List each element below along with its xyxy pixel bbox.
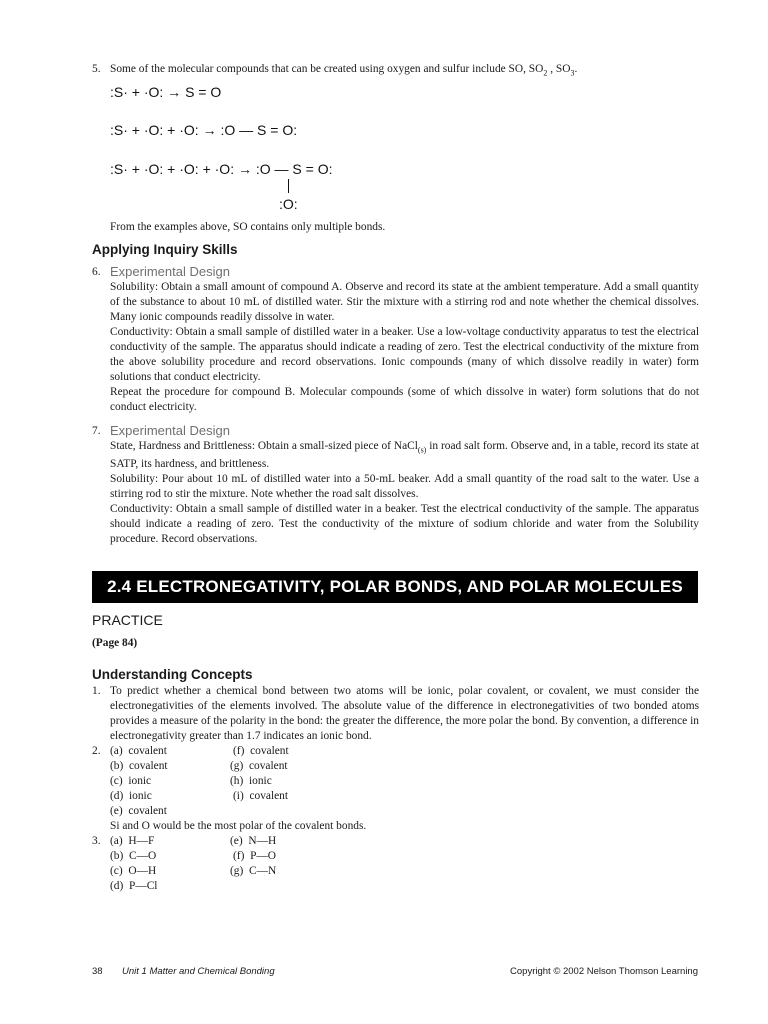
q2-note: Si and O would be the most polar of the covalent bonds.	[110, 820, 367, 832]
q3-answer-c: (c) O—H	[110, 865, 157, 877]
item-5-text	[110, 63, 577, 77]
item-7-block	[110, 423, 699, 547]
q1-number: 1.	[92, 685, 101, 697]
q1-text: To predict whether a chemical bond between two atoms will be ionic, polar covalent, or covalent, we must consider the electronegativities of the elements involved. The absolute value of the difference in electronegativities of two bonded atoms provides a measure of the polarity in the bond: the greater the difference, the more polar the bond. By convention, a difference in electronegativity greater than 1.7 indicates an ionic bond.	[110, 685, 699, 742]
item-7-number: 7.	[92, 425, 101, 437]
item-6-block	[110, 264, 699, 415]
item-5-number: 5.	[92, 63, 101, 75]
item-6-number: 6.	[92, 266, 101, 278]
practice-heading: PRACTICE	[92, 612, 163, 628]
q3-answer-a: (a) H—F	[110, 835, 155, 847]
footer-unit-title: Unit 1 Matter and Chemical Bonding	[122, 966, 275, 977]
q2-answer-d: (d) ionic	[110, 790, 152, 802]
q2-answer-e: (e) covalent	[110, 805, 167, 817]
item-5-sub-2: 2	[543, 68, 548, 78]
item-5-text-before: Some of the molecular compounds that can be created using oxygen and sulfur include SO, SO	[110, 63, 544, 75]
understanding-concepts-heading: Understanding Concepts	[92, 667, 253, 682]
q3-answer-f: (f) P—O	[233, 850, 277, 862]
item-6-repeat: Repeat the procedure for compound B. Molecular compounds (some of which dissolve in water) form solutions that do not conduct electricity.	[110, 386, 699, 413]
item-6-conductivity: Conductivity: Obtain a small sample of distilled water in a beaker. Use a low-voltage conductivity apparatus to test the electrical conductivity of the sample. The apparatus should indicate a reading of zero. Test the electrical conductivity of the mixture from the above solubility procedure and record observations. Ionic compounds (many of which dissolve readily in water) form solutions that conduct electricity.	[110, 326, 699, 383]
lewis-equation-2: :S· + ·O: + ·O: → :O — S = O:	[110, 122, 298, 138]
item-7-state	[110, 439, 699, 472]
item-5-text-after: .	[574, 63, 578, 75]
q2-answer-a: (a) covalent	[110, 745, 167, 757]
item-7-state-before: State, Hardness and Brittleness: Obtain a small-sized piece of NaCl	[110, 440, 418, 452]
q3-answer-b: (b) C—O	[110, 850, 157, 862]
footer-copyright: Copyright © 2002 Nelson Thomson Learning	[510, 966, 698, 977]
item-7-state-after: in road salt form. Observe and, in a table, record its state at SATP, its hardness, and brittleness.	[110, 440, 699, 471]
q3-number: 3.	[92, 835, 101, 847]
q3-answer-d: (d) P—Cl	[110, 880, 158, 892]
q2-answer-c: (c) ionic	[110, 775, 152, 787]
q2-answer-f: (f) covalent	[233, 745, 289, 757]
item-7-solubility: Solubility: Pour about 10 mL of distilled water into a 50-mL beaker. Add a small quantity of the road salt to the water. Use a stirring rod to stir the mixture. Note whether the road salt dissolves.	[110, 473, 699, 501]
q3-answer-g: (g) C—N	[230, 865, 277, 877]
lewis-bonded-oxygen: :O:	[279, 196, 298, 212]
item-7-title: Experimental Design	[110, 423, 230, 438]
item-5-text-mid: , SO	[547, 63, 571, 75]
q2-answer-b: (b) covalent	[110, 760, 168, 772]
q3-answer-e: (e) N—H	[230, 835, 277, 847]
lewis-equation-1: :S· + ·O: → S = O	[110, 84, 222, 100]
bond-line	[288, 179, 289, 193]
page-reference: (Page 84)	[92, 637, 138, 649]
q2-number: 2.	[92, 745, 101, 757]
q2-answer-h: (h) ionic	[230, 775, 272, 787]
item-6-solubility: Solubility: Obtain a small amount of compound A. Observe and record its state at the ambient temperature. Add a small quantity of the substance to about 10 mL of distilled water. Stir the mixture with a stirring rod and note whether the chemical dissolves. Many ionic compounds readily dissolve in water.	[110, 281, 699, 323]
item-5-sub-3: 3	[570, 68, 575, 78]
section-banner: 2.4 ELECTRONEGATIVITY, POLAR BONDS, AND POLAR MOLECULES	[92, 571, 698, 603]
item-7-conductivity: Conductivity: Obtain a small sample of distilled water in a beaker. Test the electrical conductivity of the sample. The apparatus should indicate a reading of zero. Test the conductivity of the mixture of sodium chloride and water from the Solubility procedure. Record observations.	[110, 503, 699, 546]
applying-inquiry-heading: Applying Inquiry Skills	[92, 242, 238, 257]
item-6-title: Experimental Design	[110, 264, 230, 279]
lewis-equation-3: :S· + ·O: + ·O: + ·O: → :O — S = O:	[110, 161, 333, 177]
q2-answer-i: (i) covalent	[233, 790, 289, 802]
item-7-state-sub: (s)	[417, 445, 427, 455]
q2-answer-g: (g) covalent	[230, 760, 288, 772]
footer-page-number: 38	[92, 966, 103, 977]
item-5-conclusion: From the examples above, SO contains only multiple bonds.	[110, 221, 386, 233]
